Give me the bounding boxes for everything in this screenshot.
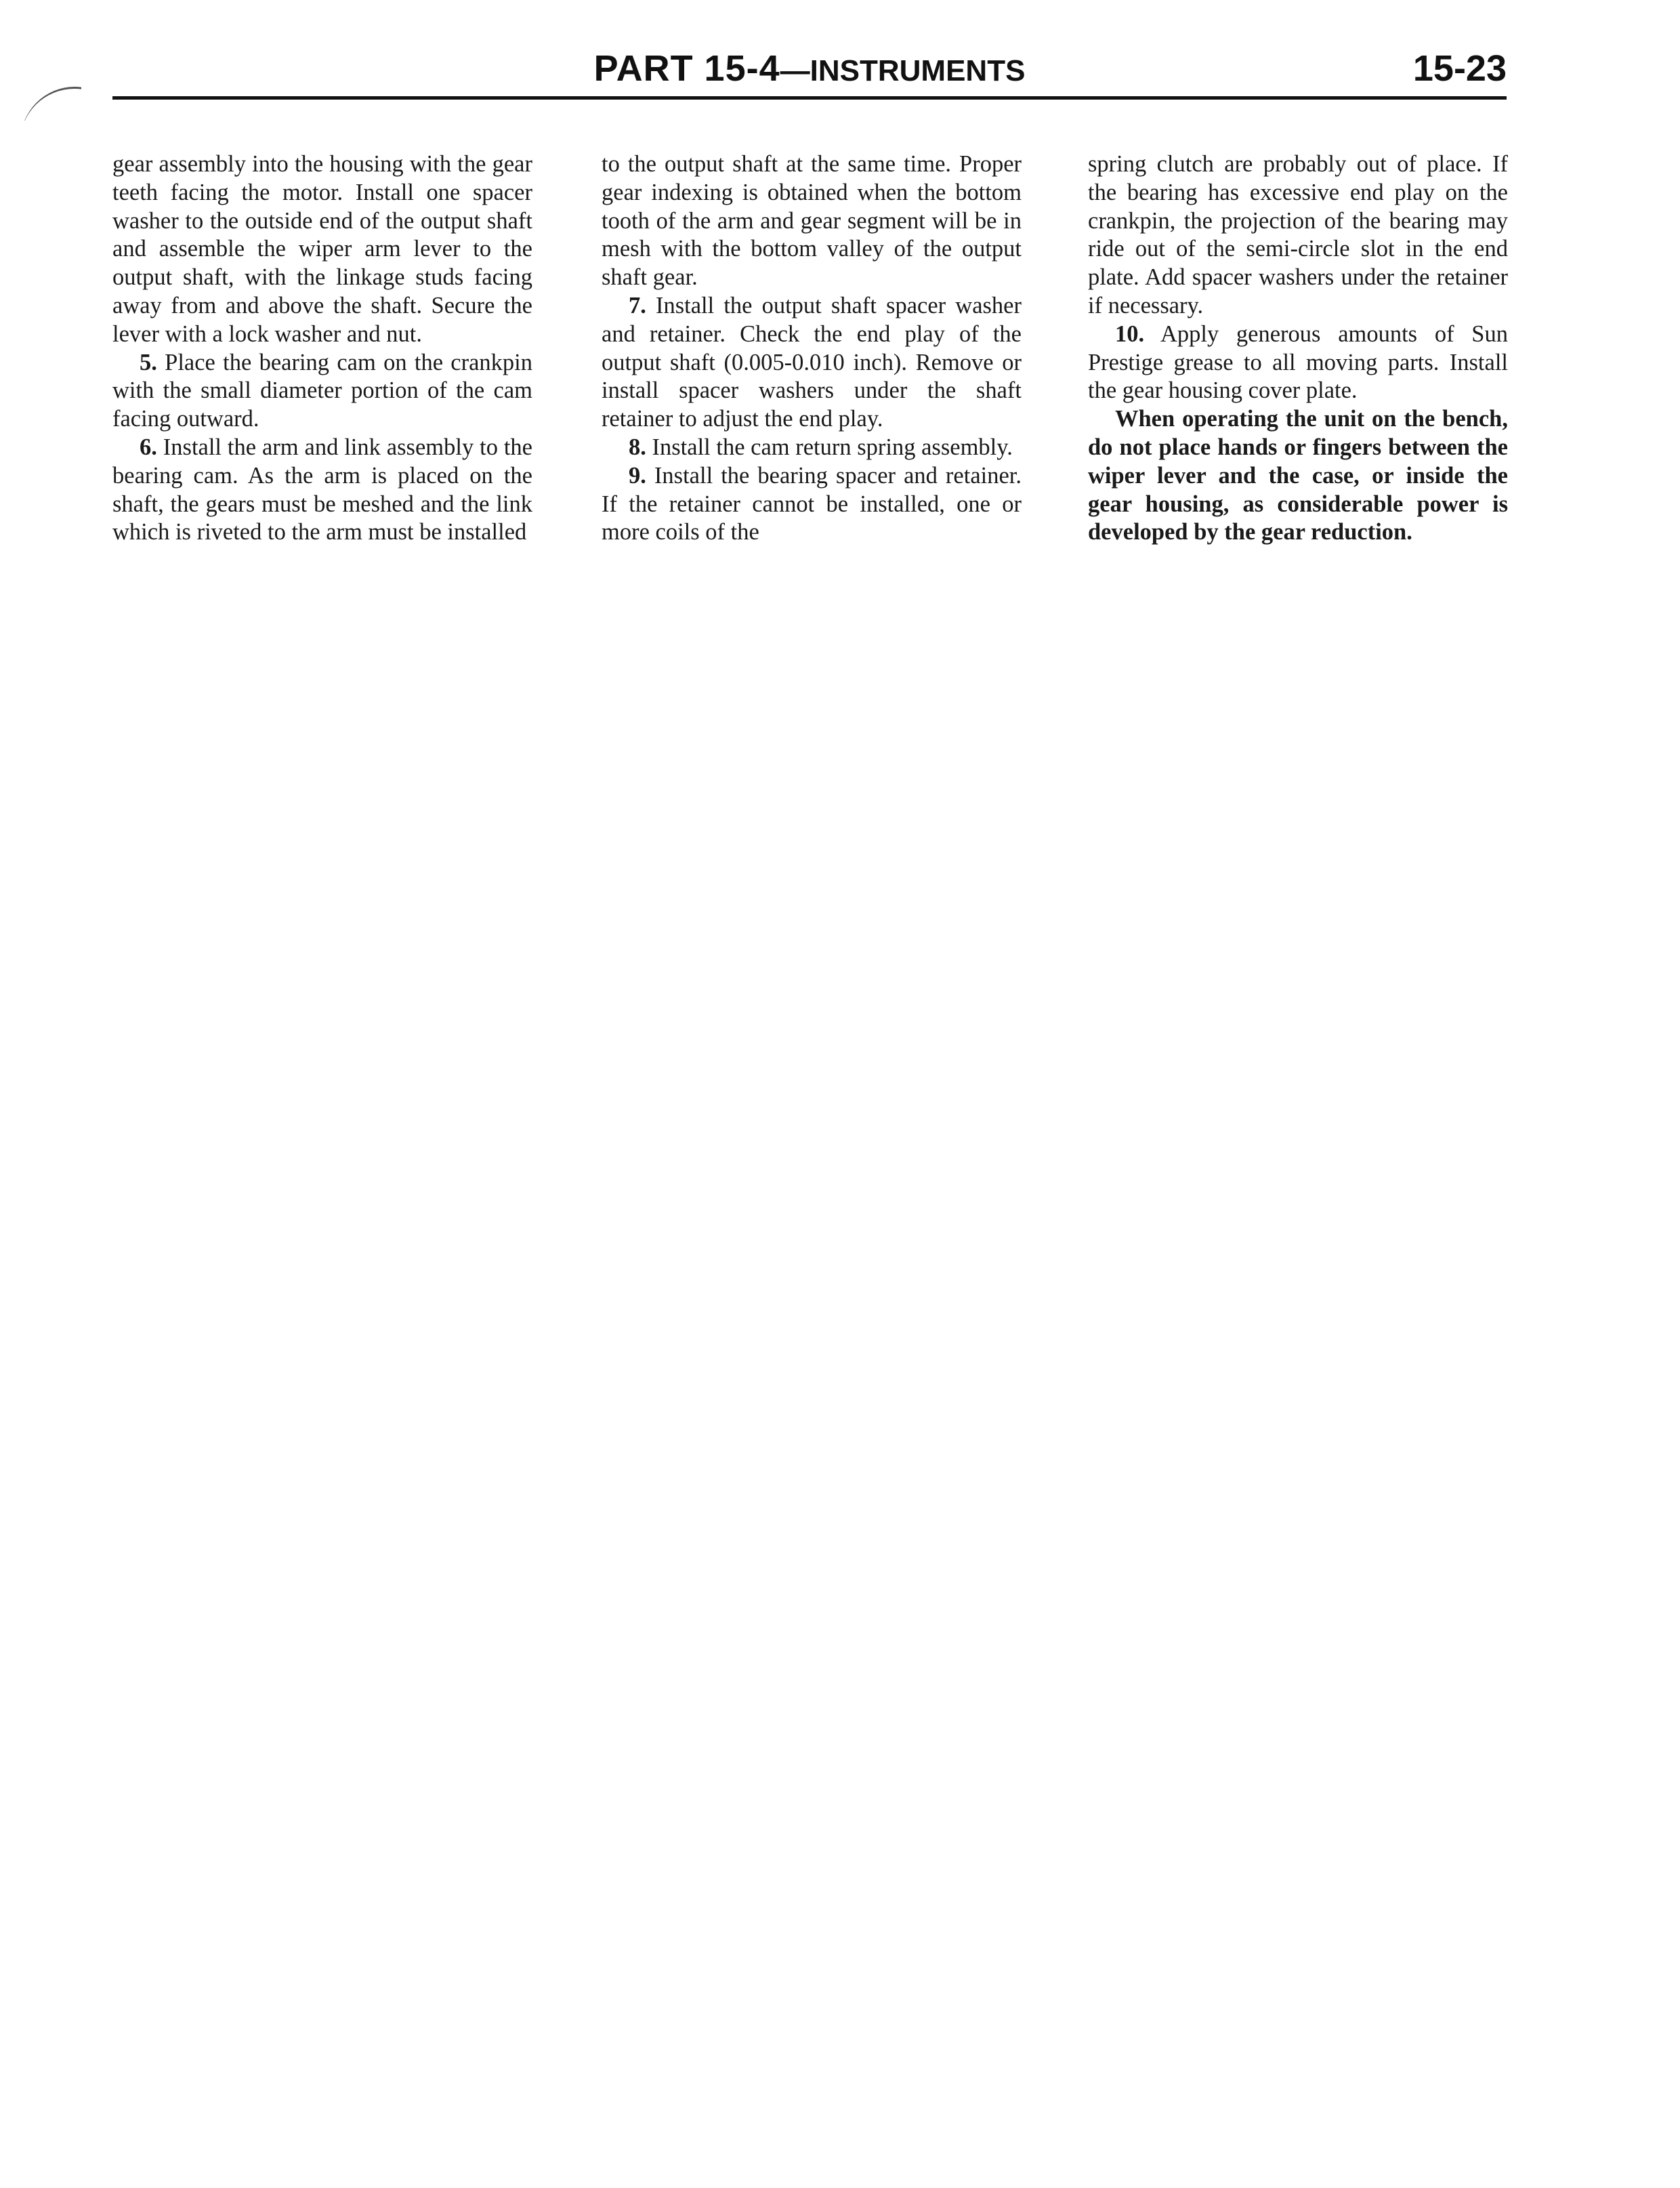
- text-column-3: [1088, 150, 1508, 547]
- paragraph-continued: spring clutch are probably out of place. If the bearing has excessive end play on the crankpin, the projection of the bearing may ride out of the semi-circle slot in the end plate. Add spacer washers under the retainer if necessary.: [1088, 151, 1508, 318]
- step-5: [112, 349, 532, 434]
- step-9: [602, 462, 1022, 547]
- paragraph-continued: to the output shaft at the same time. Proper gear indexing is obtained when the bottom tooth of the arm and gear segment will be in mesh with the bottom valley of the output shaft gear.: [602, 151, 1022, 291]
- step-5-text: Place the bearing cam on the crankpin with the small diameter portion of the cam facing outward.: [112, 349, 532, 432]
- step-7-number: 7.: [629, 292, 646, 318]
- step-9-text: Install the bearing spacer and retainer. If the retainer cannot be installed, one or more coils of the: [602, 462, 1022, 545]
- step-10-text: Apply generous amounts of Sun Prestige grease to all moving parts. Install the gear housing cover plate.: [1088, 321, 1508, 404]
- step-10: [1088, 321, 1508, 405]
- step-10-number: 10.: [1115, 321, 1145, 347]
- header-rule: [112, 96, 1507, 100]
- step-6: [112, 434, 532, 547]
- text-column-1: [112, 150, 532, 547]
- section-subtitle: —INSTRUMENTS: [780, 54, 1026, 87]
- step-6-number: 6.: [140, 434, 157, 460]
- page-number: 15-23: [1412, 48, 1507, 89]
- safety-warning: When operating the unit on the bench, do not place hands or fingers between the wiper lever and the case, or inside the gear housing, as considerable power is developed by the gear reduction.: [1088, 406, 1508, 545]
- step-6-text: Install the arm and link assembly to the bearing cam. As the arm is placed on the shaft, the gears must be meshed and the link which is riveted to the arm must be installed: [112, 434, 532, 545]
- step-7-text: Install the output shaft spacer washer and retainer. Check the end play of the output shaft (0.005-0.010 inch). Remove or install spacer washers under the shaft retainer to adjust the end play.: [602, 292, 1022, 432]
- paragraph-continued: gear assembly into the housing with the gear teeth facing the motor. Install one spacer washer to the outside end of the output shaft and assemble the wiper arm lever to the output shaft, with the linkage studs facing away from and above the shaft. Secure the lever with a lock washer and nut.: [112, 151, 532, 347]
- step-5-number: 5.: [140, 349, 157, 375]
- section-part: PART 15-4: [593, 48, 780, 89]
- page-corner-mark: [20, 87, 81, 121]
- step-9-number: 9.: [629, 462, 646, 489]
- page-header: [112, 41, 1507, 100]
- step-8: [602, 434, 1022, 462]
- step-7: [602, 292, 1022, 434]
- section-title: [112, 47, 1507, 89]
- step-8-number: 8.: [629, 434, 646, 460]
- step-8-text: Install the cam return spring assembly.: [646, 434, 1013, 460]
- text-column-2: [602, 150, 1022, 547]
